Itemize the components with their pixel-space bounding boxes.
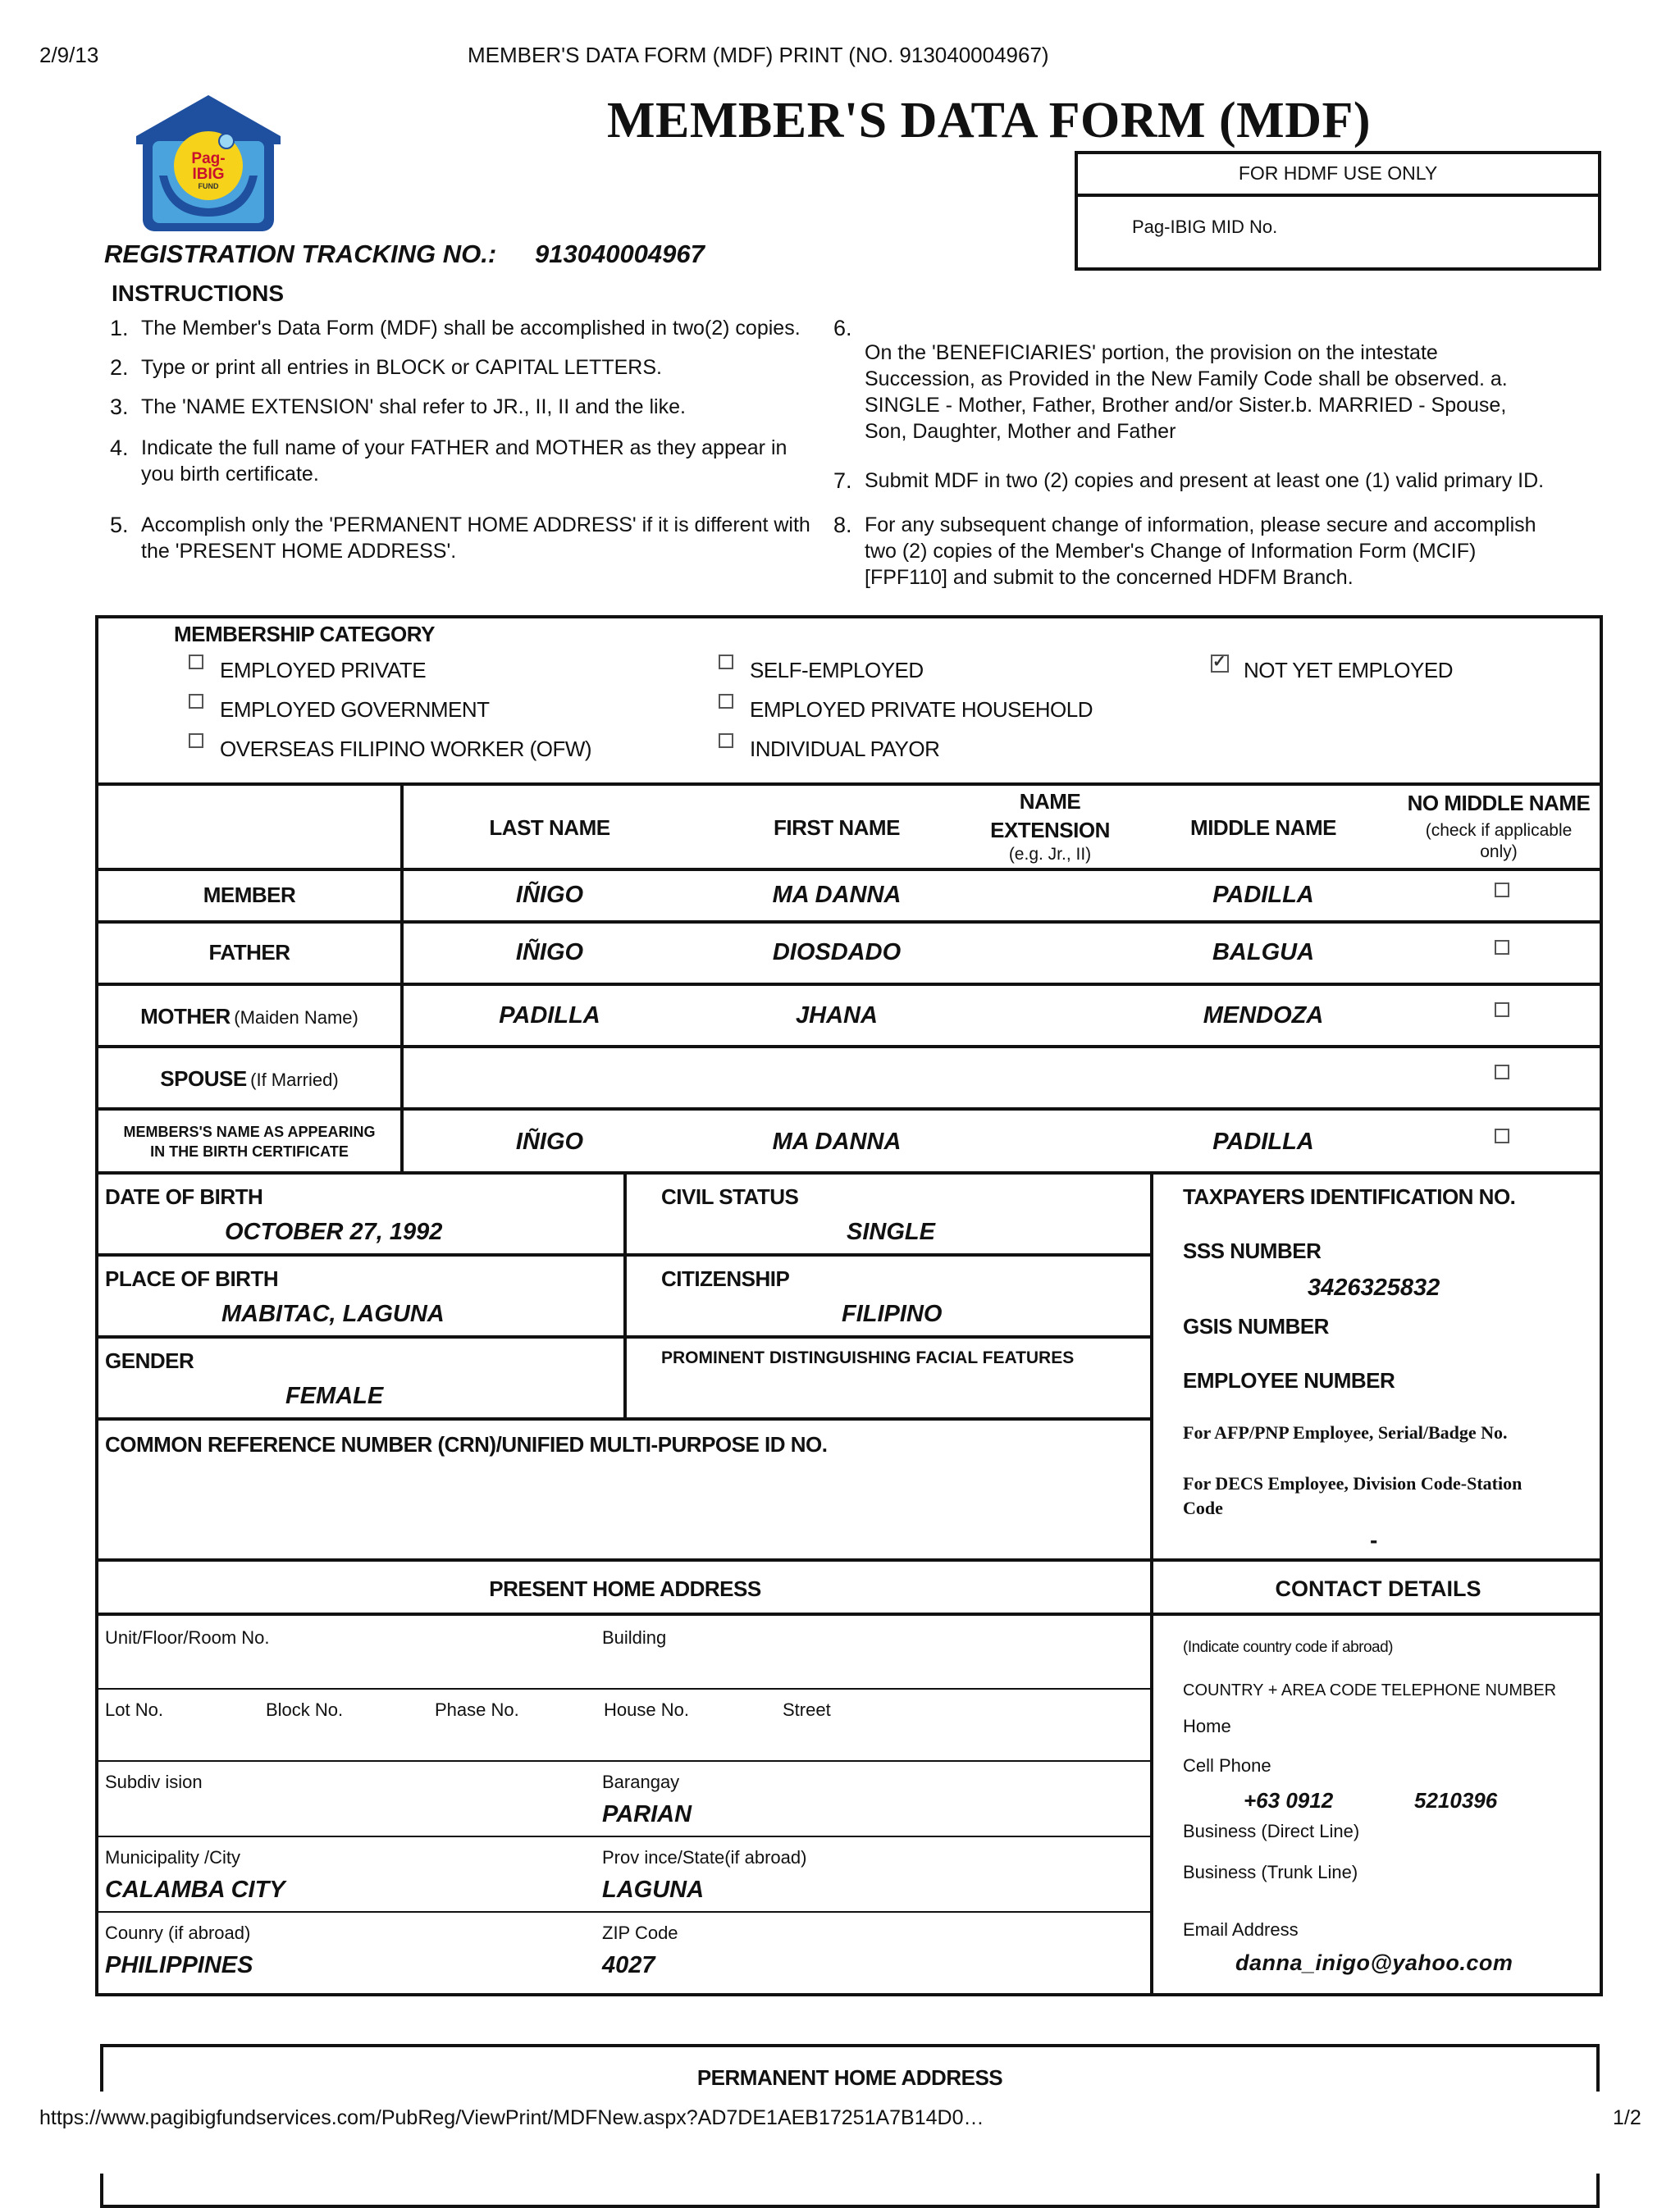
tin-label: TAXPAYERS IDENTIFICATION NO. (1183, 1184, 1516, 1209)
business-trunk-label: Business (Trunk Line) (1183, 1862, 1358, 1882)
footer-url[interactable]: https://www.pagibigfundservices.com/PubReg/ViewPrint/MDFNew.aspx?AD7DE1AEB17251A7B14D0… (39, 2106, 984, 2129)
member-middle-name: PADILLA (1212, 882, 1314, 908)
hdmf-use-box (1075, 151, 1601, 271)
email-value: danna_inigo@yahoo.com (1235, 1950, 1513, 1975)
option-not-yet-employed: NOT YET EMPLOYED (1244, 658, 1453, 682)
zip-label: ZIP Code (602, 1923, 678, 1943)
country-value: PHILIPPINES (105, 1952, 253, 1978)
decs-value: - (1370, 1527, 1378, 1553)
logo-text-2: IBIG (192, 166, 225, 183)
email-label: Email Address (1183, 1919, 1299, 1940)
facial-features-label: PROMINENT DISTINGUISHING FACIAL FEATURES (661, 1348, 1075, 1367)
tracking-label: REGISTRATION TRACKING NO.: (104, 240, 497, 268)
contact-details-heading: CONTACT DETAILS (1275, 1576, 1481, 1601)
option-employed-private: EMPLOYED PRIVATE (220, 658, 427, 682)
pagibig-mid-label: Pag-IBIG MID No. (1132, 217, 1278, 237)
employee-number-label: EMPLOYEE NUMBER (1183, 1368, 1395, 1393)
mother-last-name: PADILLA (499, 1002, 600, 1029)
option-individual-payor: INDIVIDUAL PAYOR (750, 737, 940, 761)
gender-value: FEMALE (285, 1383, 384, 1409)
checkbox-employed-private[interactable] (189, 655, 203, 669)
hdmf-header: FOR HDMF USE ONLY (1078, 154, 1598, 197)
pagibig-logo (135, 94, 282, 235)
header-first-name: FIRST NAME (774, 815, 900, 840)
checkbox-employed-government[interactable] (189, 694, 203, 709)
province-value: LAGUNA (602, 1877, 705, 1903)
logo-text-1: Pag- (191, 150, 226, 167)
header-last-name: LAST NAME (489, 815, 610, 840)
bc-first-name: MA DANNA (772, 1129, 902, 1155)
barangay-label: Barangay (602, 1772, 680, 1792)
permanent-address-heading: PERMANENT HOME ADDRESS (696, 2065, 1003, 2090)
header-middle-name: MIDDLE NAME (1190, 815, 1336, 840)
checkbox-self-employed[interactable] (719, 655, 733, 669)
spouse-no-middle-checkbox[interactable] (1495, 1065, 1509, 1079)
civil-status-value: SINGLE (847, 1219, 935, 1245)
mother-no-middle-checkbox[interactable] (1495, 1002, 1509, 1017)
block-label: Block No. (266, 1699, 344, 1720)
sss-value: 3426325832 (1308, 1275, 1440, 1301)
present-address-heading: PRESENT HOME ADDRESS (489, 1576, 761, 1601)
option-employed-government: EMPLOYED GOVERNMENT (220, 697, 490, 722)
father-middle-name: BALGUA (1212, 939, 1315, 965)
form-title: MEMBER'S DATA FORM (MDF) (607, 93, 1371, 148)
pob-label: PLACE OF BIRTH (105, 1266, 279, 1291)
member-first-name: MA DANNA (772, 882, 902, 908)
decs-label: For DECS Employee, Division Code-Station Code (1183, 1473, 1522, 1518)
option-self-employed: SELF-EMPLOYED (750, 658, 924, 682)
father-last-name: IÑIGO (515, 939, 584, 965)
print-title: MEMBER'S DATA FORM (MDF) PRINT (NO. 913040004967) (468, 43, 1049, 67)
business-direct-label: Business (Direct Line) (1183, 1821, 1360, 1841)
checkbox-private-household[interactable] (719, 694, 733, 709)
barangay-value: PARIAN (602, 1801, 692, 1827)
building-label: Building (602, 1627, 667, 1648)
option-ofw: OVERSEAS FILIPINO WORKER (OFW) (220, 737, 592, 761)
contact-note: (Indicate country code if abroad) (1183, 1639, 1393, 1656)
option-private-household: EMPLOYED PRIVATE HOUSEHOLD (750, 697, 1093, 722)
member-last-name: IÑIGO (515, 882, 584, 908)
dob-label: DATE OF BIRTH (105, 1184, 263, 1209)
cell-number: 5210396 (1414, 1788, 1498, 1813)
mother-middle-name: MENDOZA (1203, 1002, 1324, 1029)
membership-heading: MEMBERSHIP CATEGORY (174, 622, 435, 646)
home-phone-label: Home (1183, 1716, 1231, 1736)
cell-phone-label: Cell Phone (1183, 1755, 1271, 1776)
page-number: 1/2 (1613, 2106, 1641, 2129)
bc-no-middle-checkbox[interactable] (1495, 1129, 1509, 1143)
checkbox-not-yet-employed[interactable] (1211, 655, 1229, 673)
father-first-name: DIOSDADO (772, 939, 902, 965)
country-label: Counry (if abroad) (105, 1923, 251, 1943)
phase-label: Phase No. (435, 1699, 519, 1720)
print-date: 2/9/13 (39, 43, 99, 67)
instructions-heading: INSTRUCTIONS (112, 281, 284, 306)
cell-area-code: +63 0912 (1244, 1788, 1334, 1813)
gender-label: GENDER (105, 1348, 194, 1373)
dob-value: OCTOBER 27, 1992 (225, 1219, 443, 1245)
header-no-middle-name: NO MIDDLE NAME (check if applicable only) (1407, 791, 1591, 861)
lot-label: Lot No. (105, 1699, 163, 1720)
checkbox-ofw[interactable] (189, 733, 203, 748)
gsis-label: GSIS NUMBER (1183, 1314, 1329, 1339)
house-label: House No. (604, 1699, 689, 1720)
afp-pnp-label: For AFP/PNP Employee, Serial/Badge No. (1183, 1422, 1508, 1443)
bc-last-name: IÑIGO (515, 1129, 584, 1155)
tracking-number: 913040004967 (535, 240, 705, 268)
subdivision-label: Subdiv ision (105, 1772, 203, 1792)
contact-columns: COUNTRY + AREA CODE TELEPHONE NUMBER (1183, 1681, 1557, 1699)
sss-label: SSS NUMBER (1183, 1239, 1322, 1263)
civil-status-label: CIVIL STATUS (661, 1184, 799, 1209)
citizenship-label: CITIZENSHIP (661, 1266, 790, 1291)
city-value: CALAMBA CITY (105, 1877, 285, 1903)
mother-first-name: JHANA (796, 1002, 878, 1029)
unit-label: Unit/Floor/Room No. (105, 1627, 270, 1648)
citizenship-value: FILIPINO (842, 1301, 943, 1327)
street-label: Street (783, 1699, 831, 1720)
bc-middle-name: PADILLA (1212, 1129, 1314, 1155)
city-label: Municipality /City (105, 1847, 241, 1868)
province-label: Prov ince/State(if abroad) (602, 1847, 807, 1868)
father-no-middle-checkbox[interactable] (1495, 940, 1509, 955)
checkbox-individual-payor[interactable] (719, 733, 733, 748)
zip-value: 4027 (602, 1952, 655, 1978)
pob-value: MABITAC, LAGUNA (221, 1301, 445, 1327)
header-name-extension: NAME EXTENSION (e.g. Jr., II) (990, 789, 1110, 864)
logo-text-3: FUND (198, 182, 219, 190)
member-no-middle-checkbox[interactable] (1495, 883, 1509, 897)
crn-label: COMMON REFERENCE NUMBER (CRN)/UNIFIED MULTI-PURPOSE ID NO. (105, 1432, 828, 1457)
